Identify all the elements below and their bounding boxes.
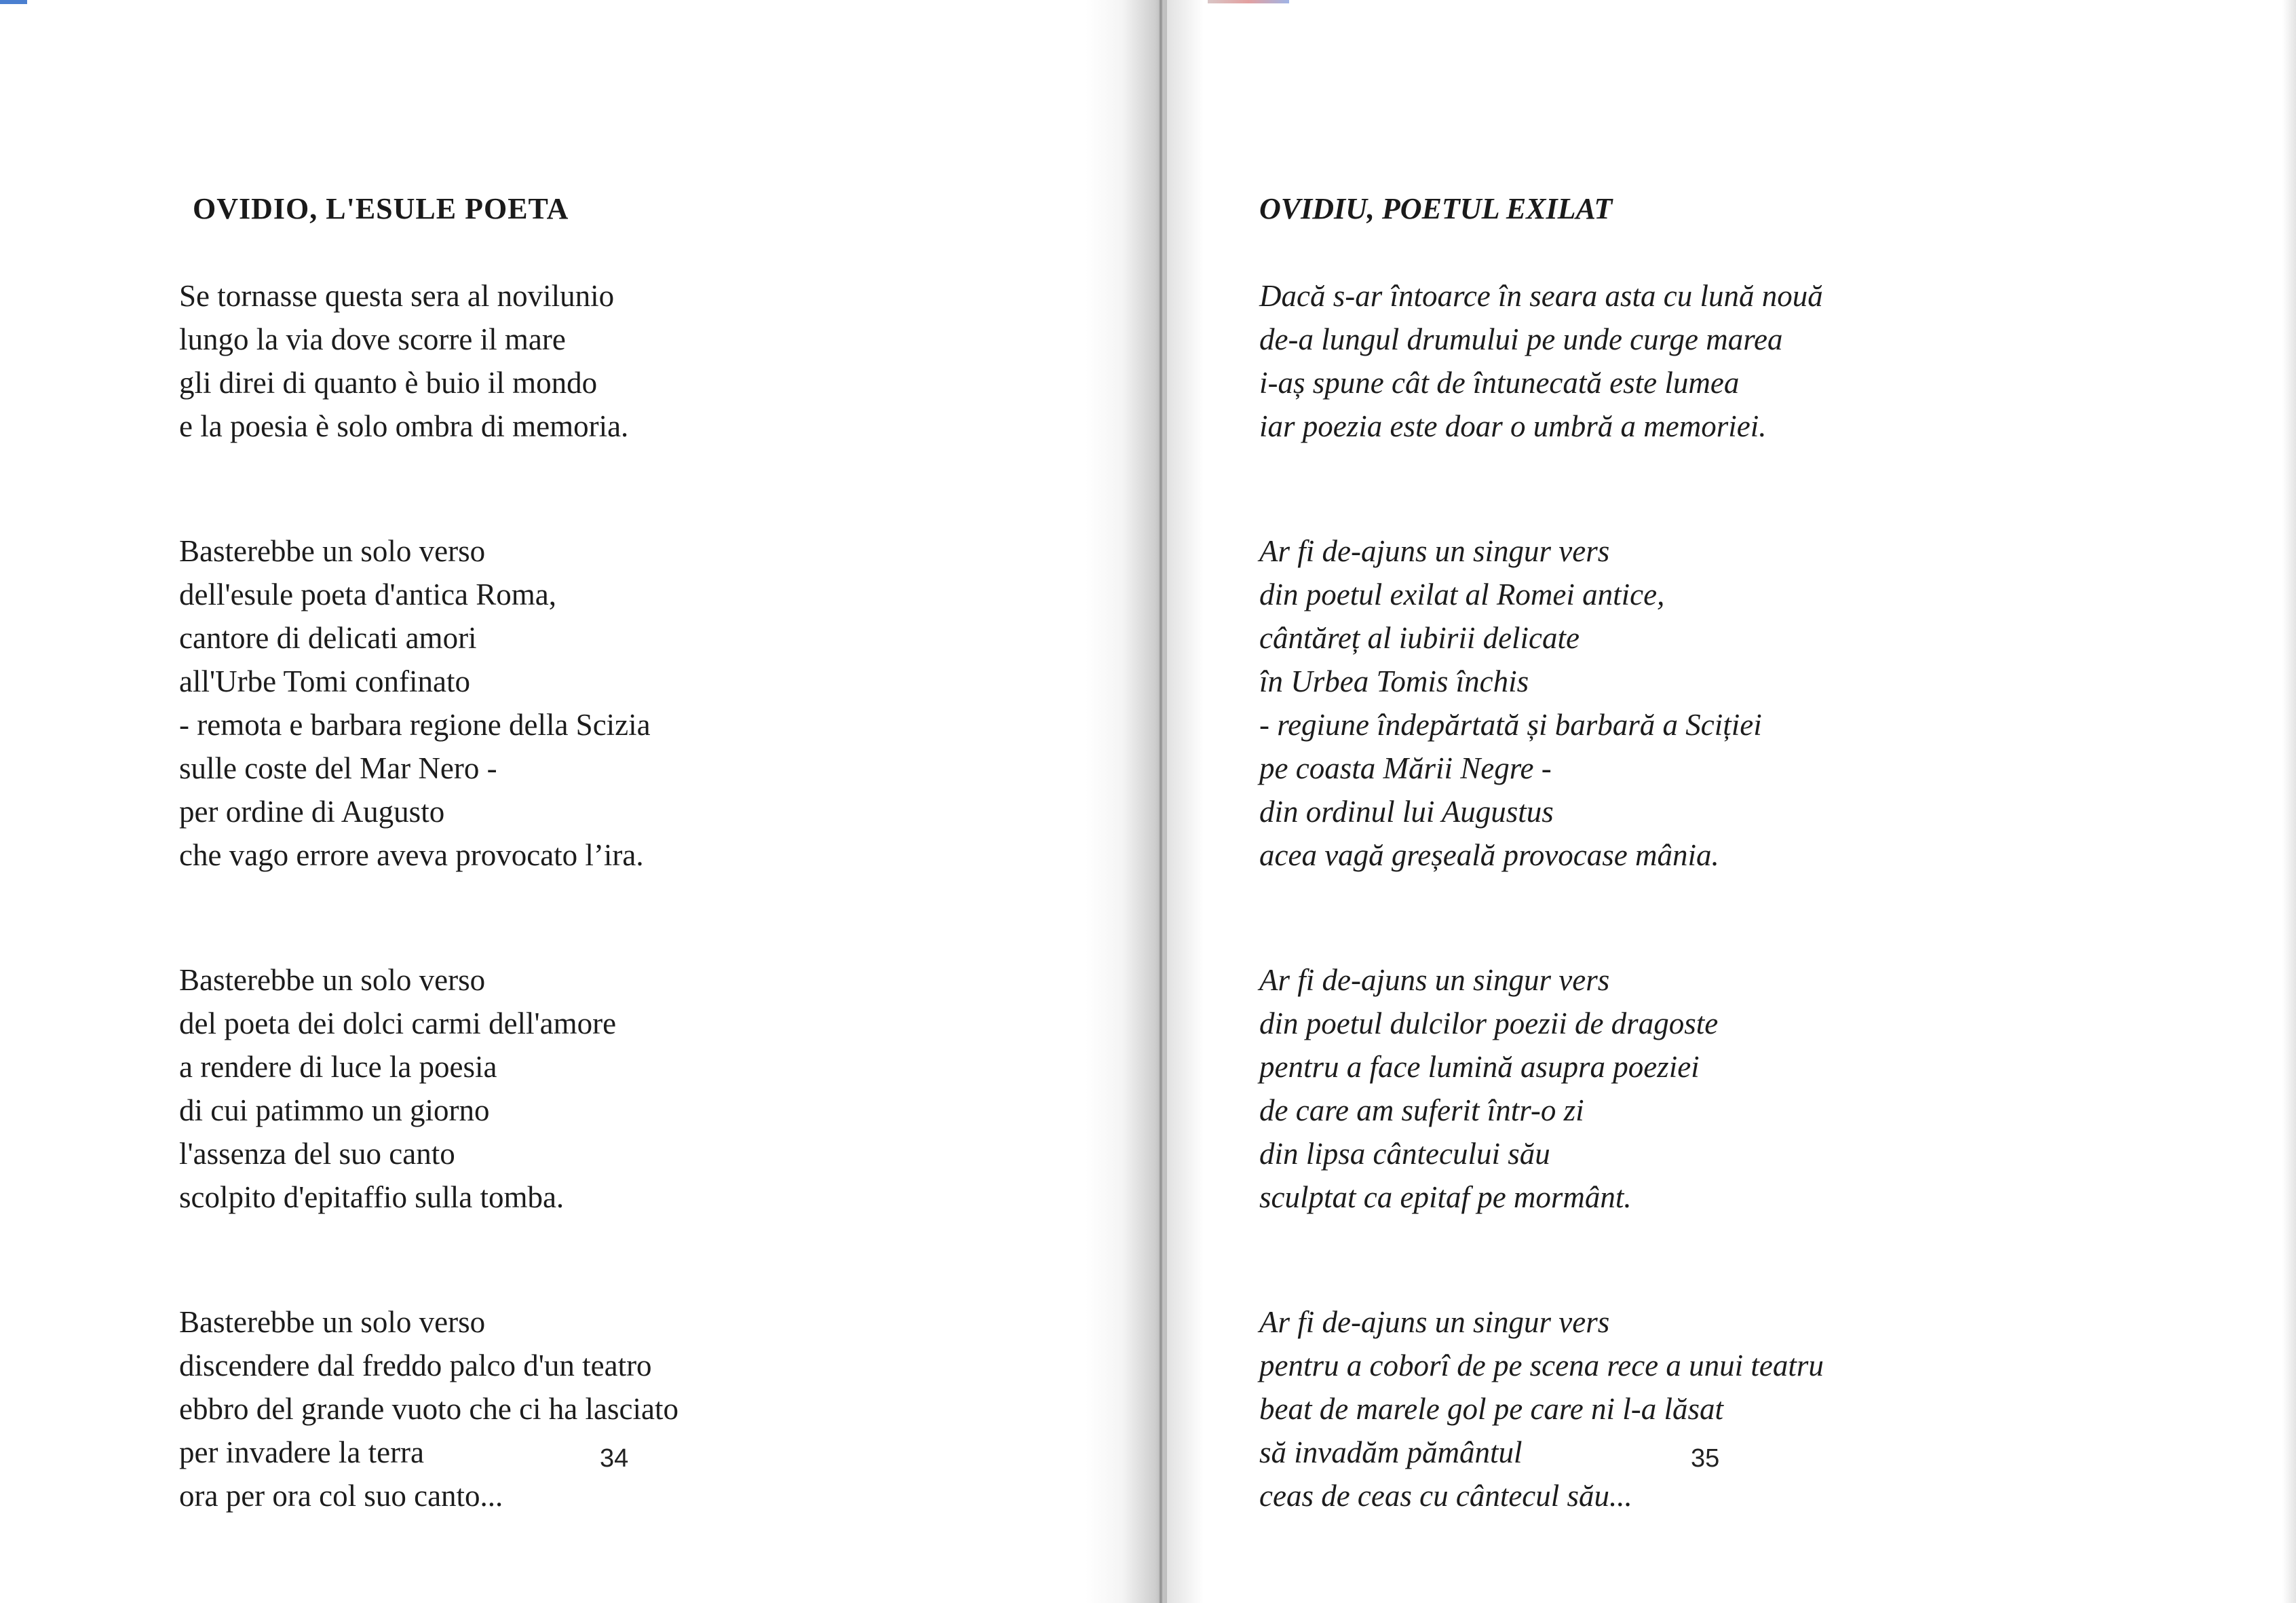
poem-line: Ar fi de-ajuns un singur vers: [1259, 1305, 1610, 1339]
poem-line: del poeta dei dolci carmi dell'amore: [179, 1006, 617, 1040]
book-gutter-shadow: [1086, 0, 1167, 1603]
stanza: [1259, 958, 1824, 1219]
poem-line: din poetul dulcilor poezii de dragoste: [1259, 1006, 1719, 1040]
poem-line: cantore di delicati amori: [179, 621, 477, 655]
page-edge-shadow: [2282, 0, 2296, 1603]
poem-line: Basterebbe un solo verso: [179, 1305, 486, 1339]
poem-line: all'Urbe Tomi confinato: [179, 664, 471, 698]
poem-line: cântăreț al iubirii delicate: [1259, 621, 1580, 655]
poem-line: l'assenza del suo canto: [179, 1137, 455, 1171]
poem-line: beat de marele gol pe care ni l-a lăsat: [1259, 1392, 1724, 1426]
stanza: [1259, 1300, 1824, 1517]
poem-line: dell'esule poeta d'antica Roma,: [179, 578, 557, 611]
poem-line: din lipsa cântecului său: [1259, 1137, 1550, 1171]
poem-line: acea vagă greșeală provocase mânia.: [1259, 838, 1719, 872]
poem-line: de care am suferit într-o zi: [1259, 1093, 1584, 1127]
poem-line: de-a lungul drumului pe unde curge marea: [1259, 322, 1783, 356]
poem-line: din poetul exilat al Romei antice,: [1259, 578, 1665, 611]
poem-line: pe coasta Mării Negre -: [1259, 751, 1552, 785]
poem-line: pentru a face lumină asupra poeziei: [1259, 1050, 1700, 1084]
poem-line: să invadăm pământul: [1259, 1435, 1523, 1469]
poem-line: Se tornasse questa sera al novilunio: [179, 279, 615, 313]
stanza: [1259, 274, 1824, 448]
poem-line: che vago errore aveva provocato l’ira.: [179, 838, 644, 872]
poem-line: a rendere di luce la poesia: [179, 1050, 497, 1084]
stanza: [1259, 529, 1824, 877]
poem-line: sculptat ca epitaf pe mormânt.: [1259, 1180, 1632, 1214]
page-number: 34: [600, 1444, 629, 1473]
poem-line: lungo la via dove scorre il mare: [179, 322, 566, 356]
poem-line: scolpito d'epitaffio sulla tomba.: [179, 1180, 565, 1214]
poem-line: Basterebbe un solo verso: [179, 534, 486, 568]
poem-line: Basterebbe un solo verso: [179, 963, 486, 997]
poem-line: Ar fi de-ajuns un singur vers: [1259, 963, 1610, 997]
poem-body-romanian: [1259, 274, 1824, 1599]
poem-line: ebbro del grande vuoto che ci ha lasciato: [179, 1392, 678, 1426]
poem-line: i-aș spune cât de întunecată este lumea: [1259, 366, 1740, 400]
poem-line: pentru a coborî de pe scena rece a unui teatru: [1259, 1349, 1824, 1382]
stanza: [179, 958, 678, 1219]
page-number: 35: [1691, 1444, 1720, 1473]
poem-line: gli direi di quanto è buio il mondo: [179, 366, 598, 400]
poem-title-italian: OVIDIO, L'ESULE POETA: [193, 192, 569, 225]
poem-line: Dacă s-ar întoarce în seara asta cu lună nouă: [1259, 279, 1823, 313]
poem-line: din ordinul lui Augustus: [1259, 795, 1554, 829]
stanza: [179, 1300, 678, 1517]
poem-line: - remota e barbara regione della Scizia: [179, 708, 651, 742]
poem-line: sulle coste del Mar Nero -: [179, 751, 497, 785]
poem-line: per invadere la terra: [179, 1435, 425, 1469]
poem-line: per ordine di Augusto: [179, 795, 445, 829]
poem-line: în Urbea Tomis închis: [1259, 664, 1529, 698]
poem-line: Ar fi de-ajuns un singur vers: [1259, 534, 1610, 568]
poem-line: e la poesia è solo ombra di memoria.: [179, 409, 629, 443]
stanza: [179, 529, 678, 877]
poem-line: ceas de ceas cu cântecul său...: [1259, 1479, 1632, 1513]
poem-body-italian: [179, 274, 678, 1599]
poem-title-romanian: OVIDIU, POETUL EXILAT: [1259, 192, 1613, 225]
poem-line: - regiune îndepărtată și barbară a Sciției: [1259, 708, 1762, 742]
poem-line: ora per ora col suo canto...: [179, 1479, 503, 1513]
poem-line: discendere dal freddo palco d'un teatro: [179, 1349, 652, 1382]
right-page: [1167, 0, 2296, 1603]
poem-line: iar poezia este doar o umbră a memoriei.: [1259, 409, 1767, 443]
poem-line: di cui patimmo un giorno: [179, 1093, 490, 1127]
stanza: [179, 274, 678, 448]
